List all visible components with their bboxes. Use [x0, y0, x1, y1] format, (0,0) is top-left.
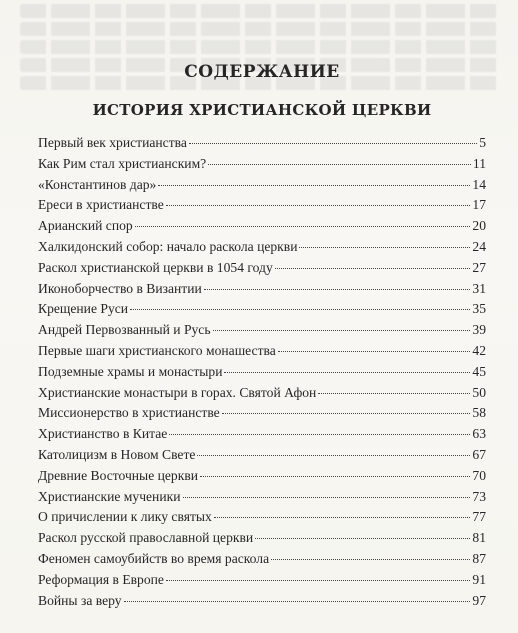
toc-entry[interactable] [38, 237, 486, 258]
toc-entry-page: 91 [472, 571, 486, 587]
toc-entry-page: 67 [472, 446, 486, 462]
toc-entry[interactable] [38, 279, 486, 300]
table-of-contents [38, 58, 486, 611]
toc-entry-page: 70 [472, 467, 486, 483]
toc-dot-leader [158, 185, 470, 186]
toc-entry[interactable] [38, 549, 486, 570]
toc-entry-page: 24 [472, 238, 486, 254]
toc-dot-leader [204, 289, 471, 290]
toc-entry-title: Раскол христианской церкви в 1054 году [38, 259, 273, 275]
toc-entry[interactable] [38, 154, 486, 175]
toc-dot-leader [275, 268, 471, 269]
toc-entry-title: Андрей Первозванный и Русь [38, 322, 211, 338]
toc-entry-page: 14 [472, 176, 486, 192]
toc-dot-leader [299, 247, 470, 248]
toc-entry-page: 73 [472, 488, 486, 504]
toc-dot-leader [224, 372, 470, 373]
toc-entry-page: 42 [472, 342, 486, 358]
toc-entry-title: Христианские мученики [38, 488, 181, 504]
toc-entry-page: 39 [472, 322, 486, 338]
toc-entry-title: Первые шаги христианского монашества [38, 342, 276, 358]
toc-dot-leader [222, 413, 471, 414]
toc-entry-title: Халкидонский собор: начало раскола церкви [38, 238, 298, 254]
toc-entry[interactable] [38, 362, 486, 383]
toc-entry-page: 11 [472, 155, 486, 171]
toc-entry-title: Католицизм в Новом Свете [38, 446, 196, 462]
toc-dot-leader [166, 580, 470, 581]
toc-entry-title: Феномен самоубийств во время раскола [38, 550, 270, 566]
section-title: ИСТОРИЯ ХРИСТИАНСКОЙ ЦЕРКВИ [92, 101, 432, 119]
toc-entry-title: Христианство в Китае [38, 426, 168, 442]
toc-entry-page: 27 [472, 259, 486, 275]
toc-entry-page: 20 [472, 218, 486, 234]
toc-entry-title: Раскол русской православной церкви [38, 530, 254, 546]
toc-entry-title: Первый век христианства [38, 135, 187, 150]
toc-entry-title: Христианские монастыри в горах. Святой Афон [38, 384, 317, 400]
toc-entry[interactable] [38, 528, 486, 549]
toc-dot-leader [183, 497, 471, 498]
toc-entry-title: Ереси в христианстве [38, 197, 164, 213]
toc-entry[interactable] [38, 216, 486, 237]
toc-entry-page: 31 [472, 280, 486, 296]
toc-dot-leader [200, 476, 470, 477]
toc-dot-leader [208, 164, 471, 165]
toc-dot-leader [271, 559, 470, 560]
toc-entry-title: Крещение Руси [38, 301, 129, 317]
toc-dot-leader [169, 434, 470, 435]
toc-entry-page: 35 [472, 301, 486, 317]
toc-dot-leader [166, 205, 471, 206]
toc-entry-page: 81 [472, 530, 486, 546]
toc-entry-page: 77 [472, 509, 486, 525]
toc-entry[interactable] [38, 258, 486, 279]
toc-entry-page: 97 [472, 592, 486, 608]
toc-dot-leader [255, 538, 470, 539]
toc-dot-leader [213, 330, 471, 331]
toc-entry[interactable] [38, 133, 486, 154]
toc-entry-page: 45 [472, 363, 486, 379]
toc-entry-title: Арианский спор [38, 218, 133, 234]
toc-dot-leader [124, 601, 471, 602]
page-title: СОДЕРЖАНИЕ [184, 62, 340, 82]
toc-entry[interactable] [38, 487, 486, 508]
toc-entry-page: 17 [472, 197, 486, 213]
toc-entry-title: «Константинов дар» [38, 176, 157, 192]
toc-entry-page: 50 [472, 384, 486, 400]
toc-dot-leader [189, 143, 477, 144]
toc-entry[interactable] [38, 175, 486, 196]
toc-entry-page: 63 [472, 426, 486, 442]
toc-entry-page: 87 [472, 550, 486, 566]
toc-dot-leader [214, 517, 471, 518]
toc-entry-title: О причислении к лику святых [38, 509, 212, 525]
toc-entry[interactable] [38, 341, 486, 362]
toc-entry-title: Древние Восточные церкви [38, 467, 199, 483]
toc-entry-page: 5 [479, 135, 486, 150]
toc-entry[interactable] [38, 299, 486, 320]
toc-dot-leader [197, 455, 470, 456]
toc-entry[interactable] [38, 424, 486, 445]
toc-entry-title: Иконоборчество в Византии [38, 280, 202, 296]
toc-dot-leader [278, 351, 471, 352]
toc-entry[interactable] [38, 195, 486, 216]
toc-entry[interactable] [38, 403, 486, 424]
toc-entry-title: Подземные храмы и монастыри [38, 363, 223, 379]
toc-entry[interactable] [38, 570, 486, 591]
toc-dot-leader [135, 226, 471, 227]
toc-entry-title: Войны за веру [38, 592, 122, 608]
toc-dot-leader [130, 309, 470, 310]
toc-entry-title: Реформация в Европе [38, 571, 164, 587]
toc-entry-title: Как Рим стал христианским? [38, 155, 207, 171]
toc-entry[interactable] [38, 466, 486, 487]
toc-entry[interactable] [38, 445, 486, 466]
toc-entry[interactable] [38, 383, 486, 404]
toc-entry[interactable] [38, 507, 486, 528]
toc-dot-leader [318, 393, 470, 394]
toc-list [38, 133, 486, 611]
toc-entry-page: 58 [472, 405, 486, 421]
toc-entry[interactable] [38, 320, 486, 341]
toc-entry[interactable] [38, 591, 486, 612]
toc-entry-title: Миссионерство в христианстве [38, 405, 220, 421]
